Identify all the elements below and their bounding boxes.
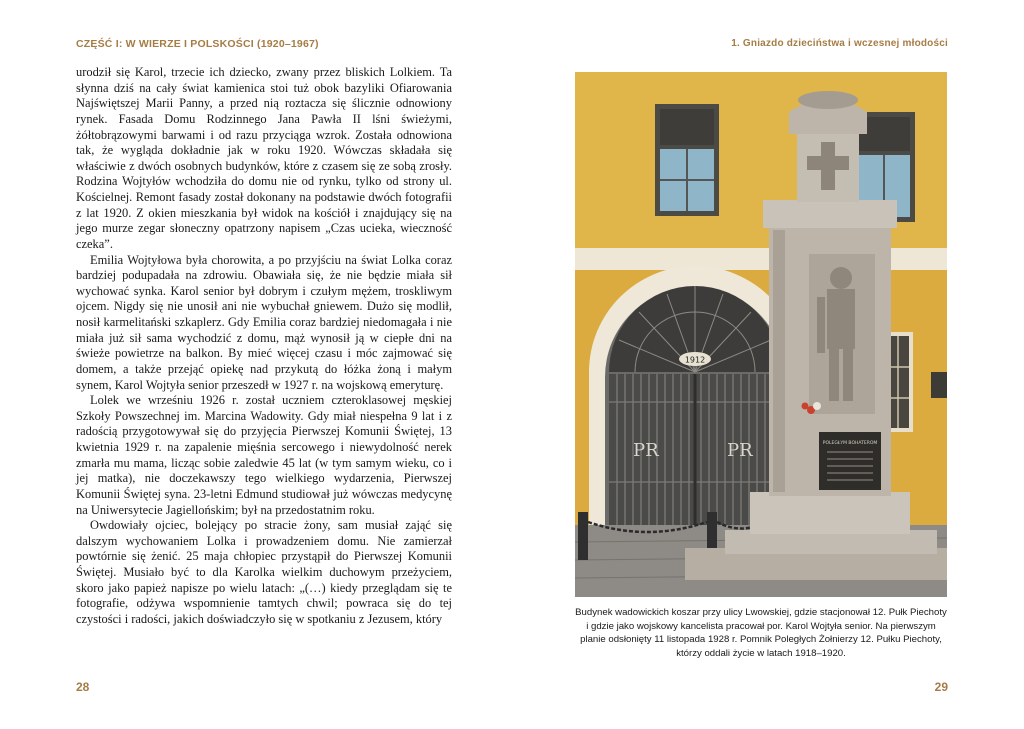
gate-monogram-right: PR [727, 440, 753, 461]
photo-caption: Budynek wadowickich koszar przy ulicy Lwowskiej, gdzie stacjonował 12. Pułk Piechoty i gdzie jako wojskowy kancelista pracował por. Karol Wojtyła senior. Na pierwszym planie odsłonięty 11 listopada 1928 r. Pomnik Poległych Żołnierzy 12. Pułku Piechoty, którzy oddali życie w latach 1918–1920. [575, 607, 947, 659]
body-text [76, 65, 452, 628]
cornice [575, 248, 947, 270]
wall-sign [931, 372, 947, 398]
monument-capital [763, 200, 897, 228]
gate-year: 1912 [684, 355, 706, 365]
gate-monogram-left: PR [633, 440, 659, 461]
monument-photo [575, 72, 947, 597]
running-head-right: 1. Gniazdo dzieciństwa i wczesnej młodości [731, 38, 948, 49]
page-number-left: 28 [76, 680, 90, 694]
plaque-title: POLEGŁYM BOHATEROM [822, 441, 878, 446]
window-upper-left [655, 104, 719, 216]
monument-plinth [750, 492, 910, 534]
paragraph-2: Emilia Wojtyłowa była chorowita, a po przyjściu na świat Lolka coraz bardziej podupadała na zdrowiu. Obawiała się, że nie będzie miała sił wychować synka. Karol senior był dobrym i czułym mężem, troskliwym ojcem. Nigdy się nie unosił ani nie wybuchał gniewem. Dużo się modlił, nosił karmelitański szkaplerz. Gdy Emilia coraz bardziej niedomagała i nie miała już sił sama wychodzić z domu, mąż wynosił ją w ciepłe dni na świeże powietrze na balkon. By mieć więcej czasu i móc zajmować się domem, a także przejąć opiekę nad przykutą do łóżka żoną i małym synem, Karol Wojtyła senior przeszedł w 1927 r. na wojskową emeryturę. [76, 252, 452, 392]
paragraph-3: Lolek we wrześniu 1926 r. został uczniem czteroklasowej męskiej Szkoły Powszechnej im. Marcina Wadowity. Gdy miał niespełna 9 lat i z radością przygotowywał się do przyjęcia Pierwszej Komunii Świętej, 13 kwietnia 1929 r. na zapalenie mięśnia sercowego i niewydolność nerek zmarła mu mama, licząc sobie zaledwie 45 lat (w tym samym wieku, co i jej matka), nie doczekawszy tego wielkiego wydarzenia, Pierwszej Komunii Świętej syna. 23-letni Edmund studiował już wówczas medycynę na Uniwersytecie Jagiellońskim; był na przedostatnim roku. [76, 393, 452, 517]
paragraph-1: urodził się Karol, trzecie ich dziecko, zwany przez bliskich Lolkiem. Ta słynna dziś na cały świat kamienica stoi tuż obok bazyliki Ofiarowania Najświętszej Marii Panny, a przed nią roztacza się ślicznie odnowiony rynek. Fasada Domu Rodzinnego Jana Pawła II lśni świeżymi, żółtobrązowymi barwami i od razu przyciąga wzrok. Została odnowiona tak, że wygląda dokładnie jak w roku 1920. Wówczas składała się właściwie z dwóch osobnych budynków, które z czasem się ze sobą zrosły. Rodzina Wojtyłów wchodziła do domu nie od rynku, tylko od strony ul. Kościelnej. Remont fasady został dokonany na podstawie dwóch fotografii z lat 1920. Z okien mieszkania był widok na kościół i znajdujący się na jego murze zegar słoneczny opatrzony napisem „Czas ucieka, wieczność czeka”. [76, 65, 452, 251]
paragraph-4: Owdowiały ojciec, bolejący po stracie żony, sam musiał zająć się dalszym wychowaniem Lolka i prowadzeniem domu. Nie zamierzał powtórnie się żenić. 25 maja chłopiec przystąpił do Pierwszej Komunii Świętej. Musiało być to dla Karolka wielkim duchowym przeżyciem, skoro jako papież napisze po wielu latach: „(…) kiedy przeglądam się te fotografie, odżywa wspomnienie tamtych chwil; powraca się do tej czystości i radości, jakich doświadczyło się w spotkaniu z Jezusem, który [76, 518, 452, 626]
page-number-right: 29 [934, 680, 948, 694]
running-head-left: CZĘŚĆ I: W WIERZE I POLSKOŚCI (1920–1967) [76, 38, 319, 50]
